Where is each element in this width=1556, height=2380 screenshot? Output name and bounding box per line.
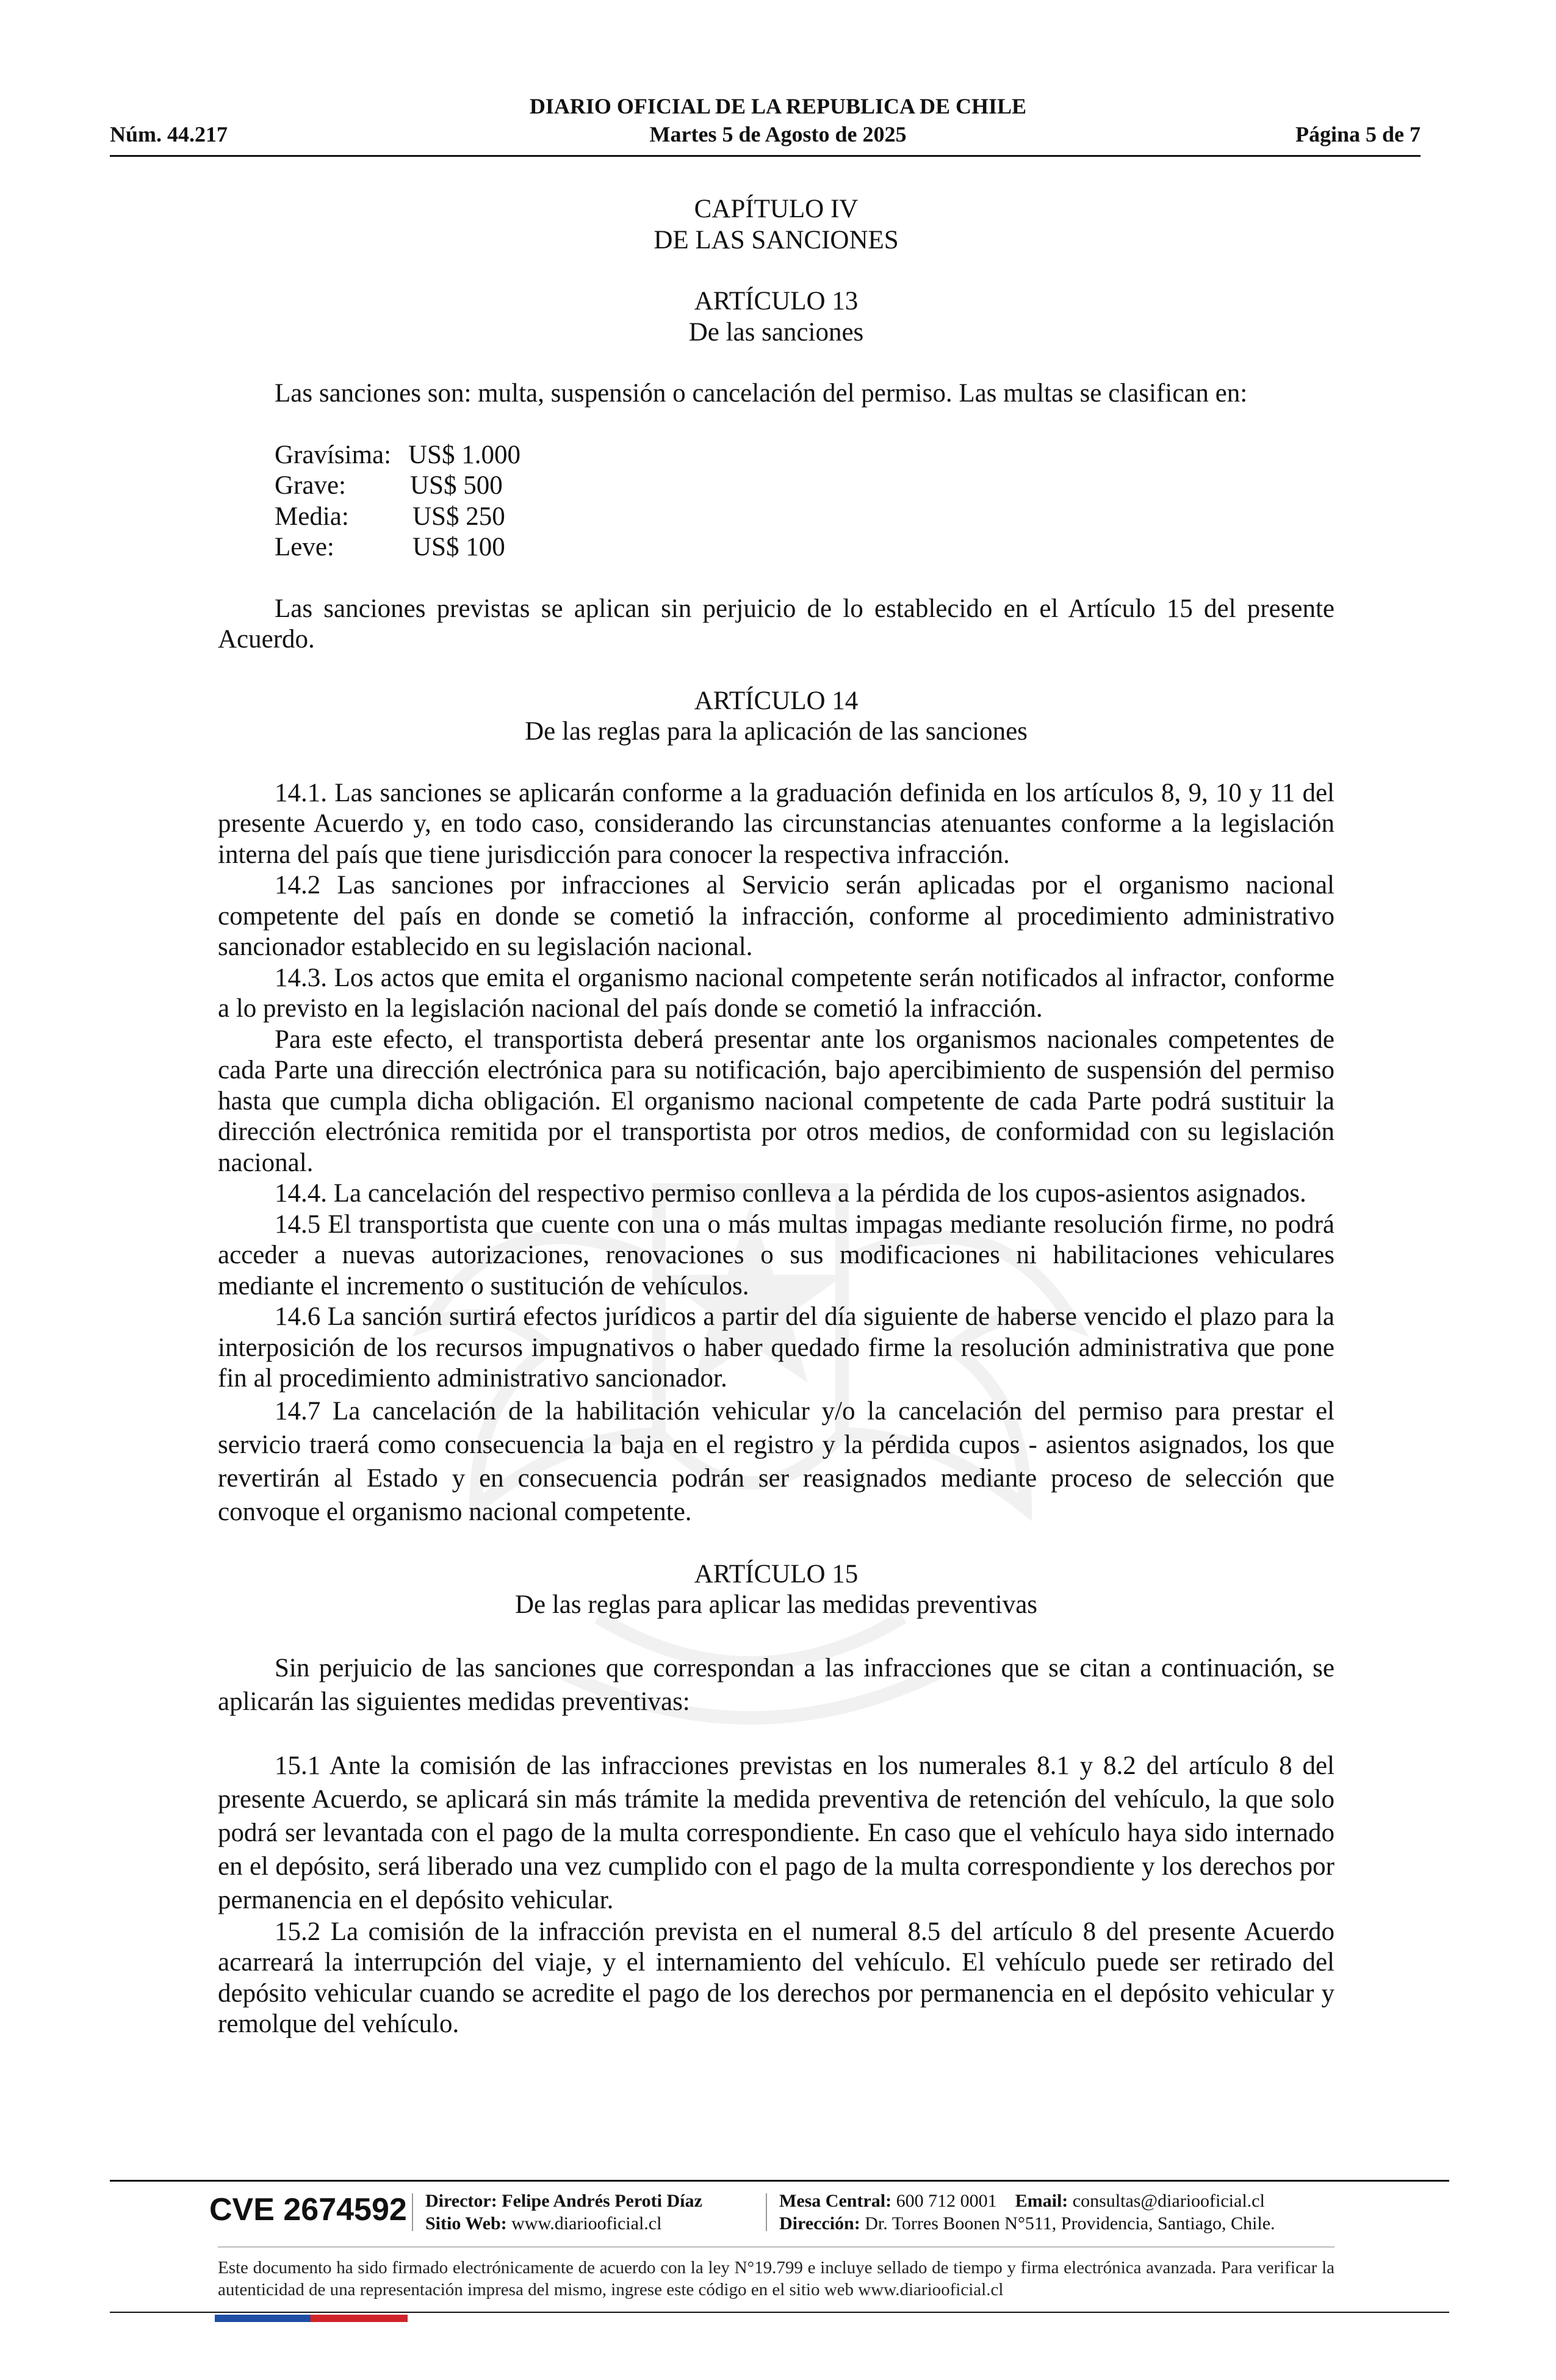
fines-list <box>275 440 1334 563</box>
address-value: Dr. Torres Boonen N°511, Providencia, Santiago, Chile. <box>865 2213 1275 2234</box>
paragraph-15-1: 15.1 Ante la comisión de las infracciones previstas en los numerales 8.1 y 8.2 del artículo 8 del presente Acuerdo, se aplicará sin más trámite la medida preventiva de retención del vehículo, la que solo podrá ser levantada con el pago de la multa correspondiente. En caso que el vehículo haya sido internado en el depósito, será liberado una vez cumplido con el pago de la multa correspondiente y los derechos por permanencia en el depósito vehicular. <box>218 1751 1334 1914</box>
footer-contact-block <box>779 2190 1275 2235</box>
issue-number: Núm. 44.217 <box>110 122 228 146</box>
publication-title: DIARIO OFICIAL DE LA REPUBLICA DE CHILE <box>529 94 1027 118</box>
flag-bar-red <box>311 2315 408 2322</box>
fine-amount: US$ 500 <box>410 471 503 500</box>
article-13-intro: Las sanciones son: multa, suspensión o cancelación del permiso. Las multas se clasifican en: <box>275 379 1248 408</box>
cve-code: CVE 2674592 <box>209 2192 407 2227</box>
legal-notice: Este documento ha sido firmado electrónicamente de acuerdo con la ley N°19.799 e incluye sellado de tiempo y firma electrónica avanzada. Para verificar la autenticidad de una representación impresa del mismo, ingrese este código en el sitio web www.diariooficial.cl <box>218 2258 1334 2299</box>
paragraph-14-3: 14.3. Los actos que emita el organismo nacional competente serán notificados al infractor, conforme a lo previsto en la legislación nacional del país donde se cometió la infracción. <box>218 963 1334 1023</box>
site-label: Sitio Web: <box>425 2213 507 2234</box>
footer-separator <box>766 2193 767 2231</box>
paragraph-14-6: 14.6 La sanción surtirá efectos jurídicos a partir del día siguiente de haberse vencido el plazo para la interposición de los recursos impugnativos o haber quedado firme la resolución administrativa que pone fin al procedimiento administrativo sancionador. <box>218 1302 1334 1393</box>
paragraph-14-1: 14.1. Las sanciones se aplicarán conforme a la graduación definida en los artículos 8, 9, 10 y 11 del presente Acuerdo y, en todo caso, considerando las circunstancias atenuantes conforme a la legislación interna del país que tiene jurisdicción para conocer la respectiva infracción. <box>218 778 1334 869</box>
article-14-subtitle: De las reglas para la aplicación de las sanciones <box>525 717 1028 746</box>
paragraph-14-3-effect: Para este efecto, el transportista deberá presentar ante los organismos nacionales competentes de cada Parte una dirección electrónica para su notificación, bajo apercibimiento de suspensión del permiso hasta que cumpla dicha obligación. El organismo nacional competente de cada Parte podrá sustituir la dirección electrónica remitida por el transportista por otros medios, de conformidad con su legislación nacional. <box>218 1025 1334 1177</box>
article-15-intro: Sin perjuicio de las sanciones que correspondan a las infracciones que se citan a continuación, se aplicarán las siguientes medidas preventivas: <box>218 1653 1334 1716</box>
paragraph-14-2: 14.2 Las sanciones por infracciones al Servicio serán aplicadas por el organismo nacional competente del país en donde se cometió la infracción, conforme al procedimiento administrativo sancionador establecido en su legislación nacional. <box>218 871 1334 961</box>
paragraph-14-4: 14.4. La cancelación del respectivo permiso conlleva a la pérdida de los cupos-asientos asignados. <box>275 1179 1306 1208</box>
email-link[interactable]: consultas@diariooficial.cl <box>1072 2191 1265 2211</box>
chapter-number: CAPÍTULO IV <box>694 195 859 223</box>
footer-director-block <box>425 2190 702 2235</box>
fine-row <box>275 440 1334 471</box>
email-label: Email: <box>1015 2191 1068 2211</box>
document-body <box>218 194 1334 2040</box>
article-13-number: ARTÍCULO 13 <box>694 287 859 316</box>
paragraph-15-2: 15.2 La comisión de la infracción prevista en el numeral 8.5 del artículo 8 del presente Acuerdo acarreará la interrupción del viaje, y el internamiento del vehículo. El vehículo puede ser retirado del depósito vehicular cuando se acredite el pago de los derechos por permanencia en el depósito vehicular y remolque del vehículo. <box>218 1917 1334 2038</box>
paragraph-14-7: 14.7 La cancelación de la habilitación vehicular y/o la cancelación del permiso para prestar el servicio traerá como consecuencia la baja en el registro y la pérdida cupos - asientos asignados, los que revertirán al Estado y en consecuencia podrán ser reasignados mediante proceso de selección que convoque el organismo nacional competente. <box>218 1396 1334 1526</box>
fine-row <box>275 502 1334 533</box>
chapter-title: DE LAS SANCIONES <box>654 225 899 254</box>
article-15-number: ARTÍCULO 15 <box>694 1559 859 1588</box>
fine-category: Grave: <box>275 471 346 500</box>
header-rule <box>110 155 1421 157</box>
article-15-subtitle: De las reglas para aplicar las medidas preventivas <box>514 1590 1038 1619</box>
address-label: Dirección: <box>779 2213 860 2234</box>
flag-bar-blue <box>215 2315 311 2322</box>
phone-value: 600 712 0001 <box>896 2191 997 2211</box>
footer-separator <box>412 2193 413 2231</box>
chapter-heading <box>218 194 1334 256</box>
issue-date: Martes 5 de Agosto de 2025 <box>649 122 907 146</box>
phone-label: Mesa Central: <box>779 2191 892 2211</box>
footer-divider <box>218 2246 1334 2248</box>
article-13-heading <box>218 286 1334 348</box>
fine-category: Media: <box>275 502 349 531</box>
fine-category: Leve: <box>275 533 334 561</box>
fine-category: Gravísima: <box>275 440 392 469</box>
fine-amount: US$ 250 <box>412 502 505 531</box>
fine-row <box>275 471 1334 502</box>
footer-bottom-rule <box>110 2312 1449 2313</box>
article-14-number: ARTÍCULO 14 <box>694 686 859 715</box>
article-14-heading <box>218 686 1334 748</box>
footer-rule <box>110 2180 1449 2182</box>
article-13-closing: Las sanciones previstas se aplican sin perjuicio de lo establecido en el Artículo 15 del presente Acuerdo. <box>218 594 1334 654</box>
fine-amount: US$ 1.000 <box>408 440 520 469</box>
article-13-subtitle: De las sanciones <box>688 317 864 347</box>
director-label: Director: <box>425 2191 497 2211</box>
page-indicator: Página 5 de 7 <box>1295 122 1421 146</box>
fine-amount: US$ 100 <box>412 533 505 561</box>
site-link[interactable]: www.diariooficial.cl <box>511 2213 662 2234</box>
director-name: Felipe Andrés Peroti Díaz <box>502 2191 702 2211</box>
paragraph-14-5: 14.5 El transportista que cuente con una o más multas impagas mediante resolución firme, no podrá acceder a nuevas autorizaciones, renovaciones o sus modificaciones ni habilitaciones vehiculares mediante el incremento o sustitución de vehículos. <box>218 1210 1334 1300</box>
article-15-heading <box>218 1559 1334 1621</box>
fine-row <box>275 532 1334 563</box>
